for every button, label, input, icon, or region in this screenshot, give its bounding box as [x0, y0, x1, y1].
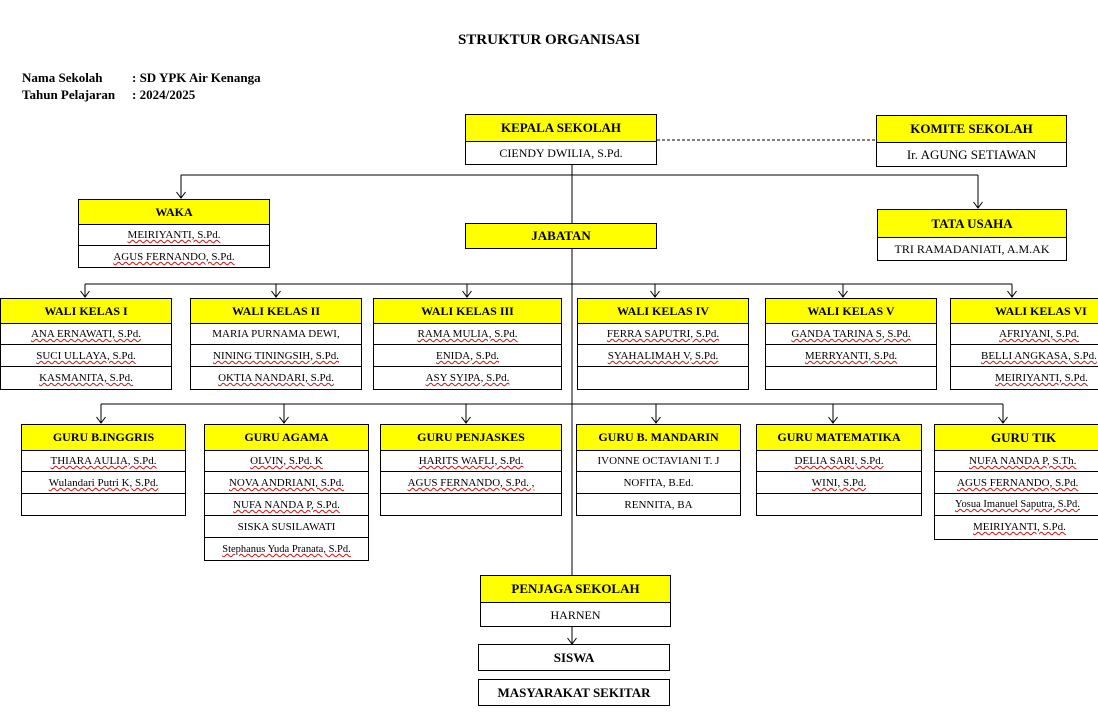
tata-usaha-box: [877, 209, 1067, 261]
wali-kelas-3-teacher: RAMA MULIA, S.Pd.: [374, 323, 561, 344]
school-year-value: : 2024/2025: [132, 87, 196, 102]
komite-sekolah-box: [876, 115, 1067, 167]
waka-box: [78, 199, 270, 268]
wali-kelas-4-title: WALI KELAS IV: [578, 299, 748, 323]
guru-agama-teacher: SISKA SUSILAWATI: [205, 515, 368, 537]
guru-agama-box: [204, 424, 369, 561]
wali-kelas-3-title: WALI KELAS III: [374, 299, 561, 323]
tata-usaha-name: TRI RAMADANIATI, A.M.AK: [878, 237, 1066, 260]
wali-kelas-5-teacher: GANDA TARINA S, S.Pd.: [766, 323, 936, 344]
school-name-value: : SD YPK Air Kenanga: [132, 70, 261, 85]
wali-kelas-2-teacher: NINING TININGSIH, S.Pd.: [191, 344, 361, 366]
wali-kelas-2-teacher: MARIA PURNAMA DEWI,: [191, 323, 361, 344]
guru-matematika-box: [756, 424, 922, 516]
penjaga-sekolah-box: [480, 575, 671, 627]
guru-matematika-teacher: WINI, S.Pd.: [757, 471, 921, 493]
guru-binggris-box: [21, 424, 186, 516]
guru-bmandarin-teacher: NOFITA, B.Ed.: [577, 471, 740, 493]
guru-agama-teacher: Stephanus Yuda Pranata, S.Pd.: [205, 537, 368, 560]
komite-sekolah-name: Ir. AGUNG SETIAWAN: [877, 142, 1066, 166]
wali-kelas-1-box: [0, 298, 172, 390]
wali-kelas-4-teacher: [578, 366, 748, 389]
guru-tik-teacher: MEIRIYANTI, S.Pd.: [935, 515, 1098, 537]
kepala-sekolah-title: KEPALA SEKOLAH: [466, 115, 656, 141]
wali-kelas-4-teacher: FERRA SAPUTRI, S.Pd.: [578, 323, 748, 344]
wali-kelas-3-teacher: ASY SYIPA, S.Pd.: [374, 366, 561, 389]
kepala-sekolah-name: CIENDY DWILIA, S.Pd.: [466, 141, 656, 164]
guru-tik-title: GURU TIK: [935, 425, 1098, 450]
wali-kelas-6-teacher: MEIRIYANTI, S.Pd.: [951, 366, 1098, 389]
wali-kelas-1-teacher: SUCI ULLAYA, S.Pd.: [1, 344, 171, 366]
school-year-line: [22, 87, 195, 103]
school-name-label: Nama Sekolah: [22, 70, 103, 85]
guru-agama-teacher: OLVIN, S.Pd. K: [205, 450, 368, 471]
wali-kelas-4-teacher: SYAHALIMAH V, S.Pd.: [578, 344, 748, 366]
guru-penjaskes-title: GURU PENJASKES: [381, 425, 561, 450]
guru-tik-teacher: Yosua Imanuel Saputra, S.Pd.: [935, 493, 1098, 515]
wali-kelas-1-teacher: ANA ERNAWATI, S.Pd.: [1, 323, 171, 344]
kepala-sekolah-box: [465, 114, 657, 165]
guru-agama-title: GURU AGAMA: [205, 425, 368, 450]
page-title: STRUKTUR ORGANISASI: [457, 32, 641, 48]
guru-binggris-teacher: Wulandari Putri K, S.Pd.: [22, 471, 185, 493]
wali-kelas-6-teacher: BELLI ANGKASA, S.Pd.: [951, 344, 1098, 366]
wali-kelas-4-box: [577, 298, 749, 390]
wali-kelas-5-teacher: MERRYANTI, S.Pd.: [766, 344, 936, 366]
waka-title: WAKA: [79, 200, 269, 224]
guru-penjaskes-teacher: [381, 493, 561, 515]
wali-kelas-5-box: [765, 298, 937, 390]
siswa-box: SISWA: [478, 644, 670, 671]
wali-kelas-6-teacher: AFRIYANI, S.Pd.: [951, 323, 1098, 344]
guru-penjaskes-teacher: HARITS WAFLI, S.Pd.: [381, 450, 561, 471]
guru-matematika-title: GURU MATEMATIKA: [757, 425, 921, 450]
penjaga-sekolah-name: HARNEN: [481, 602, 670, 626]
wali-kelas-2-teacher: OKTIA NANDARI, S.Pd.: [191, 366, 361, 389]
guru-agama-teacher: NUFA NANDA P, S.Pd.: [205, 493, 368, 515]
wali-kelas-3-teacher: ENIDA, S.Pd.: [374, 344, 561, 366]
jabatan-box: [465, 223, 657, 249]
guru-matematika-teacher: DELIA SARI, S.Pd.: [757, 450, 921, 471]
penjaga-sekolah-title: PENJAGA SEKOLAH: [481, 576, 670, 602]
tata-usaha-title: TATA USAHA: [878, 210, 1066, 237]
guru-penjaskes-box: [380, 424, 562, 516]
jabatan-title: JABATAN: [466, 224, 656, 248]
school-name-line: [22, 70, 261, 86]
wali-kelas-6-title: WALI KELAS VI: [951, 299, 1098, 323]
school-year-label: Tahun Pelajaran: [22, 87, 116, 102]
guru-binggris-teacher: [22, 493, 185, 515]
guru-bmandarin-box: [576, 424, 741, 516]
wali-kelas-3-box: [373, 298, 562, 390]
waka-member: AGUS FERNANDO, S.Pd.: [79, 245, 269, 267]
wali-kelas-6-box: [950, 298, 1098, 390]
guru-tik-teacher: AGUS FERNANDO, S.Pd.: [935, 471, 1098, 493]
wali-kelas-1-teacher: KASMANITA, S.Pd.: [1, 366, 171, 389]
wali-kelas-5-title: WALI KELAS V: [766, 299, 936, 323]
guru-penjaskes-teacher: AGUS FERNANDO, S.Pd. ,: [381, 471, 561, 493]
guru-matematika-teacher: [757, 493, 921, 515]
wali-kelas-5-teacher: [766, 366, 936, 389]
wali-kelas-2-title: WALI KELAS II: [191, 299, 361, 323]
guru-tik-box: [934, 424, 1098, 540]
masyarakat-sekitar-box: MASYARAKAT SEKITAR: [478, 679, 670, 706]
guru-binggris-teacher: THIARA AULIA, S.Pd.: [22, 450, 185, 471]
guru-bmandarin-teacher: RENNITA, BA: [577, 493, 740, 515]
guru-tik-teacher: NUFA NANDA P, S.Th.: [935, 450, 1098, 471]
guru-agama-teacher: NOVA ANDRIANI, S.Pd.: [205, 471, 368, 493]
wali-kelas-2-box: [190, 298, 362, 390]
guru-binggris-title: GURU B.INGGRIS: [22, 425, 185, 450]
wali-kelas-1-title: WALI KELAS I: [1, 299, 171, 323]
waka-member: MEIRIYANTI, S.Pd.: [79, 224, 269, 245]
komite-sekolah-title: KOMITE SEKOLAH: [877, 116, 1066, 142]
guru-bmandarin-title: GURU B. MANDARIN: [577, 425, 740, 450]
guru-bmandarin-teacher: IVONNE OCTAVIANI T. J: [577, 450, 740, 471]
